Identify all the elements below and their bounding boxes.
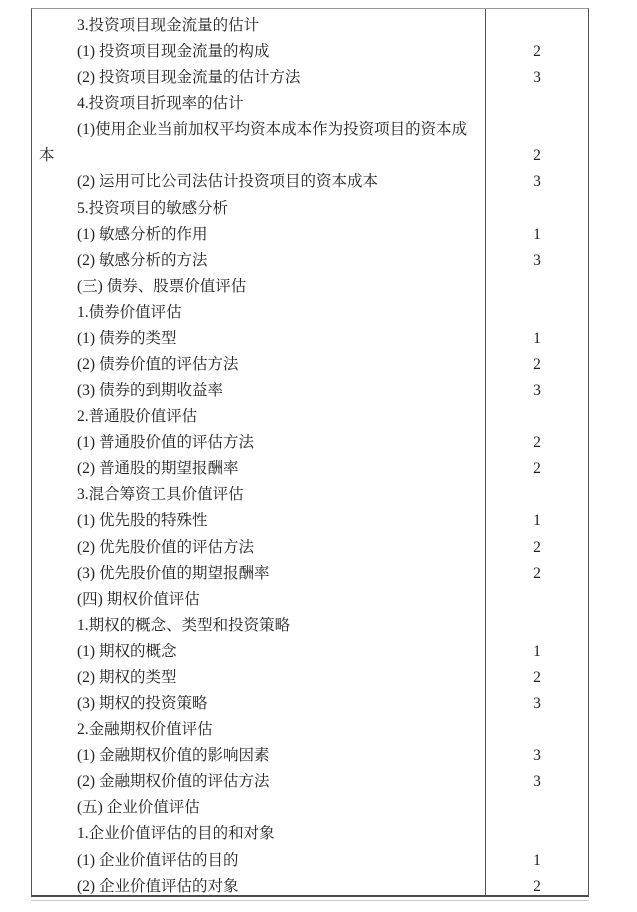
toc-row-text: (1) 投资项目现金流量的构成 [77,43,270,61]
toc-row-level: 2 [533,43,541,61]
toc-row-text: 1.债券价值评估 [77,303,182,321]
toc-row-level: 2 [533,668,541,686]
toc-row-level: 3 [533,173,541,191]
toc-row-text: (2) 普通股的期望报酬率 [77,460,239,478]
toc-row-text: (1) 普通股价值的评估方法 [77,434,254,452]
toc-row-level: 3 [533,69,541,87]
toc-row-level [486,196,588,222]
toc-row-text: (2) 优先股价值的评估方法 [77,538,254,556]
toc-row-level [486,717,588,743]
toc-row-text: (1) 债券的类型 [77,329,177,347]
toc-row-level: 2 [533,564,541,582]
toc-row-level [486,274,588,300]
toc-row-text: (3) 优先股价值的期望报酬率 [77,564,270,582]
toc-row-text: (1) 敏感分析的作用 [77,225,208,243]
toc-row-text: (2) 债券价值的评估方法 [77,356,239,374]
toc-row-level: 3 [533,773,541,791]
toc-row-level [486,587,588,613]
toc-row-text: (1) 企业价值评估的目的 [77,851,239,869]
level-column [485,9,588,895]
toc-row-level: 1 [533,642,541,660]
toc-row-text: (五) 企业价值评估 [77,799,200,817]
toc-row-text: (2) 运用可比公司法估计投资项目的资本成本 [77,173,378,191]
toc-row-level [486,404,588,430]
toc-row-level: 1 [533,851,541,869]
toc-row-level: 2 [533,538,541,556]
toc-row-level [486,117,588,143]
toc-row-text: (2) 投资项目现金流量的估计方法 [77,69,301,87]
toc-row-text: 2.金融期权价值评估 [77,721,213,739]
toc-row-text: 1.企业价值评估的目的和对象 [77,825,275,843]
toc-row-level [486,13,588,39]
syllabus-table [31,8,589,897]
toc-row-level: 1 [533,512,541,530]
toc-row-level: 2 [533,877,541,895]
toc-row-level: 3 [533,747,541,765]
toc-row-text: 5.投资项目的敏感分析 [77,199,229,217]
toc-row-text: (四) 期权价值评估 [77,590,200,608]
toc-row-level [486,821,588,847]
toc-row-level: 1 [533,225,541,243]
toc-row-text: 4.投资项目折现率的估计 [77,95,244,113]
toc-row-text: (1) 优先股的特殊性 [77,512,208,530]
toc-row-text: 1.期权的概念、类型和投资策略 [77,616,291,634]
toc-row-level: 2 [533,147,541,165]
toc-row-level: 1 [533,329,541,347]
toc-row-level: 2 [533,356,541,374]
bottom-border-echo-line [31,900,589,901]
toc-row-text: (1) 期权的概念 [77,642,177,660]
toc-row-text: 2.普通股价值评估 [77,408,198,426]
toc-row-text: 3.混合筹资工具价值评估 [77,486,244,504]
toc-row-text: (2) 敏感分析的方法 [77,251,208,269]
toc-row-text: (3) 债券的到期收益率 [77,382,223,400]
content-column [32,9,485,895]
toc-row-level [486,482,588,508]
toc-row-text: (2) 金融期权价值的评估方法 [77,773,270,791]
toc-row-level: 3 [533,251,541,269]
toc-row-level [486,300,588,326]
toc-row-level: 2 [533,460,541,478]
toc-row-text: (3) 期权的投资策略 [77,695,208,713]
toc-row-text: (2) 期权的类型 [77,668,177,686]
toc-row-text: (1) 金融期权价值的影响因素 [77,747,270,765]
toc-row-level: 3 [533,695,541,713]
toc-row-level: 2 [533,434,541,452]
toc-row-text: 本 [39,147,55,165]
toc-row-text: (1)使用企业当前加权平均资本成本作为投资项目的资本成 [77,121,468,139]
toc-row-level [486,613,588,639]
toc-row-level [486,795,588,821]
toc-row-text: 3.投资项目现金流量的估计 [77,17,260,34]
toc-row-level: 3 [533,382,541,400]
toc-row-level [486,91,588,117]
toc-row-text: (三) 债券、股票价值评估 [77,277,247,295]
toc-row-text: (2) 企业价值评估的对象 [77,877,239,895]
